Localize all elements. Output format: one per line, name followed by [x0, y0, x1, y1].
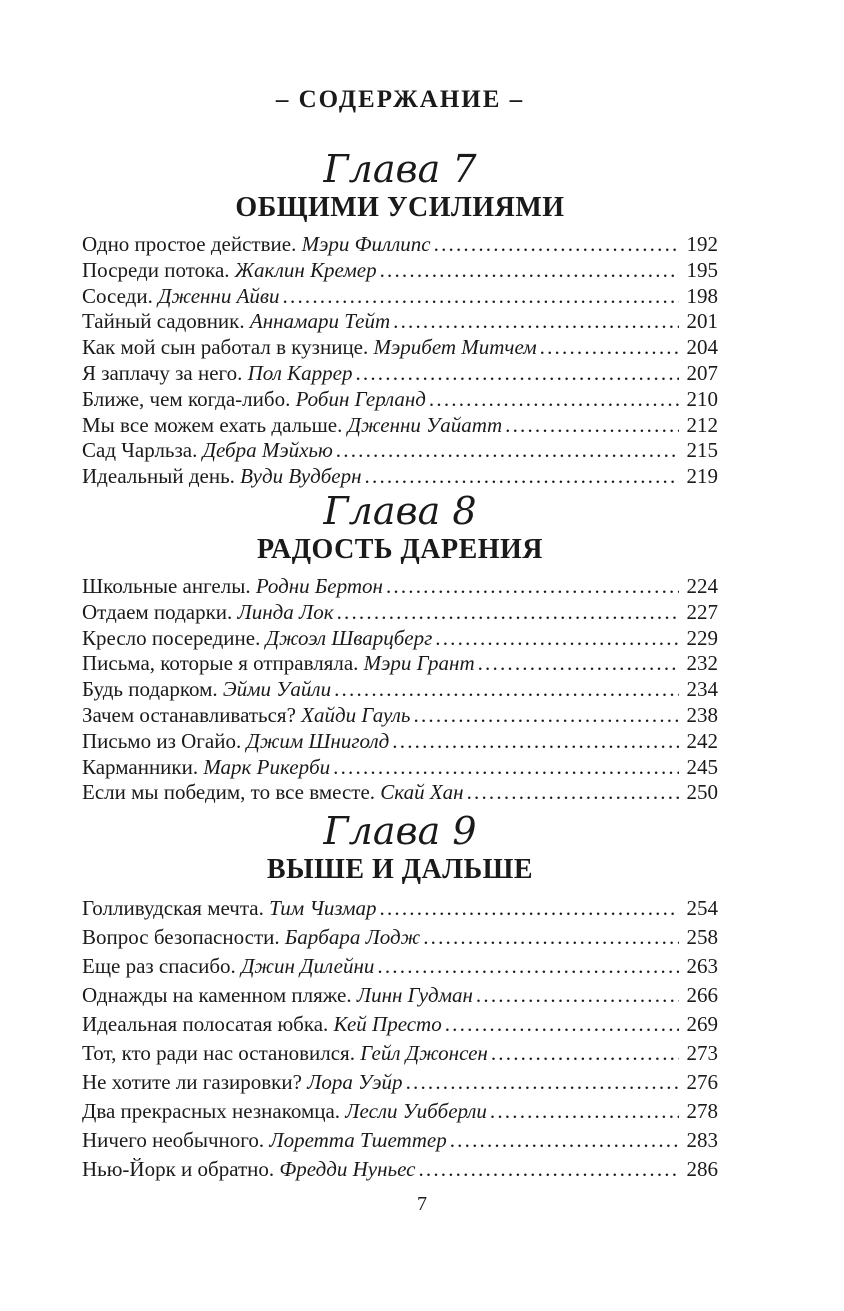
toc-entry [82, 361, 718, 387]
entry-label [82, 923, 420, 952]
dot-leader [406, 1068, 679, 1097]
entry-label [82, 387, 426, 413]
entry-label [82, 258, 377, 284]
entry-label [82, 729, 389, 755]
entry-page-number: 263 [686, 954, 718, 978]
entry-page-number: 198 [686, 283, 718, 308]
toc-entry [82, 1155, 718, 1184]
entry-title: Как мой сын работал в кузнице. [82, 335, 369, 360]
entry-author: Лесли Уибберли [345, 1099, 487, 1123]
entry-title: Тайный садовник. [82, 309, 245, 334]
dot-leader [435, 626, 678, 652]
dot-leader [418, 1155, 678, 1184]
dot-leader [414, 703, 679, 729]
dot-leader [355, 361, 678, 387]
entry-author: Эйми Уайли [222, 677, 332, 702]
entry-title: Голливудская мечта. [82, 896, 264, 920]
chapter-title: ВЫШЕ И ДАЛЬШЕ [266, 854, 534, 885]
entry-title: Вопрос безопасности. [82, 925, 280, 949]
chapter-entries [82, 574, 718, 806]
chapter-entries [82, 894, 718, 1184]
entry-author: Кей Престо [333, 1012, 442, 1036]
entry-author: Мэрибет Митчем [373, 335, 537, 360]
toc-entry [82, 1097, 718, 1126]
entry-label [82, 1010, 442, 1039]
toc-entry [82, 952, 718, 981]
dot-leader [491, 1039, 679, 1068]
toc-entry [82, 1010, 718, 1039]
dot-leader [365, 464, 679, 490]
dot-leader [540, 335, 679, 361]
chapter-section [82, 488, 718, 806]
entry-author: Хайди Гауль [301, 702, 411, 727]
chapter-section [82, 146, 718, 490]
entry-page-number: 242 [686, 728, 718, 753]
toc-entry [82, 600, 718, 626]
entry-page-number: 273 [686, 1041, 718, 1065]
toc-entry [82, 894, 718, 923]
entry-page-number: 212 [686, 412, 718, 437]
entry-label [82, 677, 331, 703]
entry-title: Идеальная полосатая юбка. [82, 1012, 329, 1036]
entry-page-number: 192 [686, 232, 718, 256]
entry-title: Зачем останавливаться? [82, 702, 296, 727]
entry-page-number: 278 [686, 1099, 718, 1123]
entry-page-number: 195 [686, 257, 718, 282]
toc-entry [82, 464, 718, 490]
entry-label [82, 232, 431, 258]
toc-entry [82, 387, 718, 413]
entry-title: Мы все можем ехать дальше. [82, 412, 343, 437]
entry-author: Лоретта Тшеттер [269, 1128, 447, 1152]
entry-page-number: 245 [686, 754, 718, 779]
entry-label [82, 651, 475, 677]
entry-author: Мэри Филлипс [301, 232, 431, 256]
entry-title: Кресло посередине. [82, 625, 261, 650]
toc-entry [82, 780, 718, 806]
toc-entry [82, 755, 718, 781]
dot-leader [380, 258, 679, 284]
entry-page-number: 269 [686, 1012, 718, 1036]
entry-page-number: 219 [686, 464, 718, 489]
entry-author: Линда Лок [237, 599, 334, 624]
dot-leader [490, 1097, 679, 1126]
entry-author: Фредди Нуньес [279, 1157, 416, 1181]
entry-page-number: 207 [686, 360, 718, 385]
entry-page-number: 286 [686, 1157, 718, 1181]
entry-author: Джин Дилейни [241, 954, 375, 978]
entry-page-number: 283 [686, 1128, 718, 1152]
chapter-entries [82, 232, 718, 490]
entry-page-number: 215 [686, 438, 718, 463]
entry-label [82, 894, 377, 923]
entry-label [82, 309, 390, 335]
entry-page-number: 229 [686, 625, 718, 650]
chapter-title: ОБЩИМИ УСИЛИЯМИ [235, 192, 565, 223]
entry-label [82, 1126, 447, 1155]
entry-title: Карманники. [82, 754, 199, 779]
chapter-title: РАДОСТЬ ДАРЕНИЯ [256, 534, 544, 565]
entry-label [82, 981, 473, 1010]
entry-title: Письма, которые я отправляла. [82, 651, 359, 676]
toc-entry [82, 232, 718, 258]
dot-leader [429, 387, 679, 413]
entry-label [82, 438, 333, 464]
entry-label [82, 780, 464, 806]
entry-label [82, 335, 537, 361]
dot-leader [423, 923, 678, 952]
toc-entry [82, 438, 718, 464]
toc-entry [82, 981, 718, 1010]
entry-title: Не хотите ли газировки? [82, 1070, 302, 1094]
entry-author: Дженни Айви [158, 283, 280, 308]
entry-title: Письмо из Огайо. [82, 728, 242, 753]
toc-entry [82, 703, 718, 729]
toc-entry [82, 258, 718, 284]
entry-author: Гейл Джонсен [360, 1041, 488, 1065]
entry-title: Я заплачу за него. [82, 360, 243, 385]
toc-entry [82, 729, 718, 755]
entry-title: Нью-Йорк и обратно. [82, 1157, 275, 1181]
entry-label [82, 413, 502, 439]
dot-leader [467, 780, 679, 806]
entry-author: Скай Хан [380, 780, 464, 805]
entry-label [82, 574, 383, 600]
dot-leader [393, 309, 678, 335]
entry-author: Тим Чизмар [269, 896, 377, 920]
chapter-section [82, 808, 718, 1184]
entry-label [82, 1155, 415, 1184]
dot-leader [392, 729, 678, 755]
entry-author: Родни Бертон [255, 574, 383, 598]
entry-author: Жаклин Кремер [234, 257, 377, 282]
entry-label [82, 1097, 487, 1126]
entry-title: Школьные ангелы. [82, 574, 251, 598]
entry-label [82, 703, 411, 729]
entry-author: Джим Шниголд [246, 728, 390, 753]
dot-leader [336, 438, 679, 464]
entry-author: Лора Уэйр [307, 1070, 403, 1094]
entry-page-number: 258 [686, 925, 718, 949]
entry-title: Однажды на каменном пляже. [82, 983, 352, 1007]
dot-leader [445, 1010, 679, 1039]
entry-title: Отдаем подарки. [82, 599, 233, 624]
entry-author: Мэри Грант [363, 651, 475, 676]
toc-entry [82, 309, 718, 335]
entry-page-number: 234 [686, 677, 718, 702]
entry-title: Еще раз спасибо. [82, 954, 236, 978]
toc-entry [82, 1068, 718, 1097]
dot-leader [450, 1126, 679, 1155]
entry-page-number: 224 [686, 574, 718, 598]
entry-title: Сад Чарльза. [82, 438, 198, 463]
dot-leader [334, 677, 678, 703]
dot-leader [333, 755, 678, 781]
toc-entry [82, 626, 718, 652]
entry-page-number: 238 [686, 702, 718, 727]
entry-label [82, 600, 334, 626]
entry-author: Вуди Вудберн [240, 464, 362, 489]
chapter-label: Глава 8 [323, 489, 477, 533]
entry-page-number: 254 [686, 896, 718, 920]
entry-label [82, 1039, 488, 1068]
chapter-label: Глава 9 [323, 809, 477, 853]
entry-author: Аннамари Тейт [249, 309, 391, 334]
entry-label [82, 755, 330, 781]
entry-author: Пол Каррер [247, 360, 353, 385]
dot-leader [337, 600, 679, 626]
dot-leader [505, 413, 678, 439]
toc-entry [82, 651, 718, 677]
entry-page-number: 227 [686, 599, 718, 624]
entry-author: Линн Гудман [356, 983, 473, 1007]
entry-title: Два прекрасных незнакомца. [82, 1099, 341, 1123]
entry-title: Одно простое действие. [82, 232, 297, 256]
entry-label [82, 626, 432, 652]
toc-entry [82, 413, 718, 439]
entry-label [82, 1068, 403, 1097]
entry-page-number: 201 [686, 309, 718, 334]
entry-author: Дебра Мэйхью [202, 438, 333, 463]
entry-page-number: 232 [686, 651, 718, 676]
entry-page-number: 204 [686, 335, 718, 360]
chapter-label: Глава 7 [323, 147, 477, 191]
entry-title: Посреди потока. [82, 257, 230, 282]
dot-leader [478, 651, 679, 677]
toc-entry [82, 923, 718, 952]
entry-title: Ближе, чем когда-либо. [82, 386, 291, 411]
entry-page-number: 250 [686, 780, 718, 805]
entry-page-number: 276 [686, 1070, 718, 1094]
entry-author: Джоэл Шварцберг [265, 625, 433, 650]
toc-entry [82, 335, 718, 361]
entry-title: Тот, кто ради нас остановился. [82, 1041, 355, 1065]
entry-title: Если мы победим, то все вместе. [82, 780, 376, 805]
entry-label [82, 464, 362, 490]
toc-entry [82, 677, 718, 703]
entry-author: Дженни Уайатт [347, 412, 503, 437]
entry-page-number: 266 [686, 983, 718, 1007]
entry-title: Ничего необычного. [82, 1128, 265, 1152]
entry-label [82, 361, 352, 387]
entry-title: Идеальный день. [82, 464, 235, 489]
entry-label [82, 284, 280, 310]
toc-entry [82, 574, 718, 600]
entry-author: Марк Рикерби [203, 754, 331, 779]
dot-leader [476, 981, 679, 1010]
toc-entry [82, 284, 718, 310]
dot-leader [377, 952, 678, 981]
dot-leader [386, 574, 679, 600]
toc-entry [82, 1126, 718, 1155]
entry-title: Будь подарком. [82, 677, 218, 702]
dot-leader [283, 284, 679, 310]
contents-heading: – СОДЕРЖАНИЕ – [275, 86, 525, 113]
entry-page-number: 210 [686, 386, 718, 411]
dot-leader [434, 232, 679, 258]
entry-title: Соседи. [82, 283, 153, 308]
page-number: 7 [417, 1193, 427, 1215]
toc-entry [82, 1039, 718, 1068]
dot-leader [380, 894, 679, 923]
entry-author: Барбара Лодж [284, 925, 421, 949]
entry-author: Робин Герланд [295, 386, 426, 411]
entry-label [82, 952, 374, 981]
